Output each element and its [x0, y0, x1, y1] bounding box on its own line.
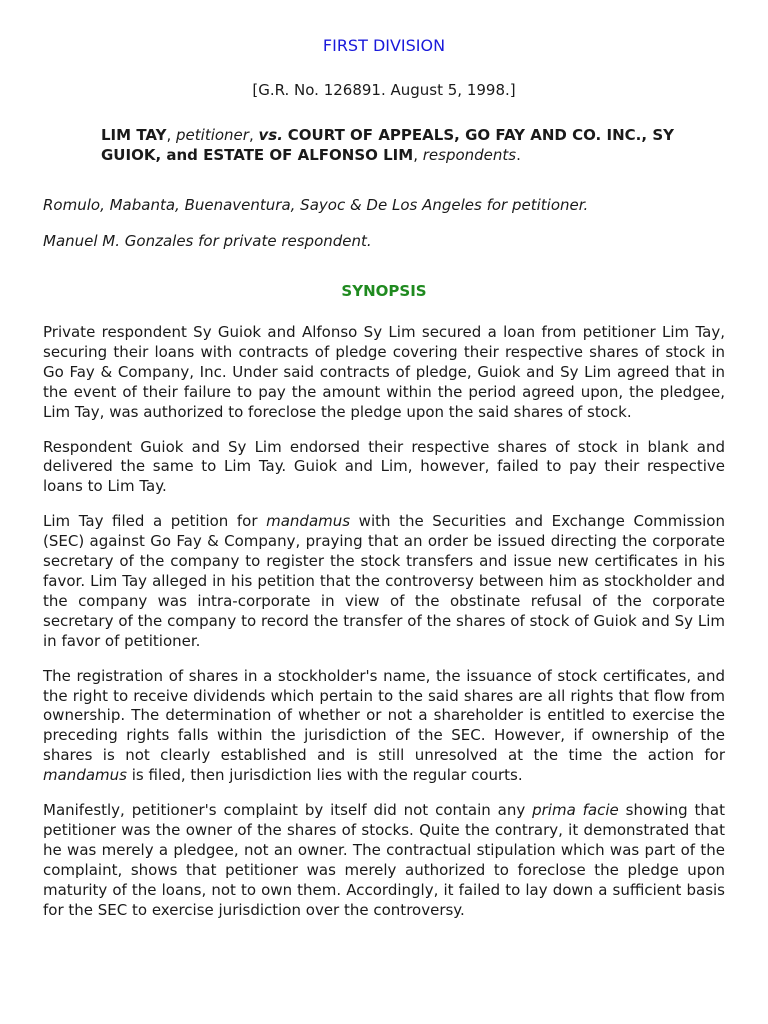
respondent-counsel: Manuel M. Gonzales for private respondent. [43, 232, 372, 250]
petitioner-role: petitioner [176, 126, 249, 144]
respondents-role: respondents [422, 146, 517, 164]
petitioner-name: LIM TAY [101, 126, 167, 144]
synopsis-paragraph [43, 667, 725, 786]
synopsis-paragraph: Respondent Guiok and Sy Lim endorsed their respective shares of stock in blank and delivered the same to Lim Tay. Guiok and Lim, however, failed to pay their respective loans to Lim Tay. [43, 437, 725, 496]
division-heading: FIRST DIVISION [322, 36, 446, 55]
italic-term: mandamus [43, 766, 127, 785]
paragraph-text: Lim Tay filed a petition for [43, 512, 258, 531]
paragraph-text: is filed, then jurisdiction lies with the regular courts. [131, 766, 523, 785]
versus: vs. [258, 126, 283, 144]
italic-term: mandamus [266, 512, 351, 531]
synopsis-paragraph: Private respondent Sy Guiok and Alfonso Sy Lim secured a loan from petitioner Lim Tay, securing their loans with contracts of pledge covering their respective shares of stock in Go Fay & Company, Inc. Under said contracts of pledge, Guiok and Sy Lim agreed that in the event of their failure to pay the amount within the period agreed upon, the pledgee, Lim Tay, was authorized to foreclose the pledge upon the said shares of stock. [43, 323, 725, 421]
paragraph-text: with the Securities and Exchange Commission (SEC) against Go Fay & Company, praying that an order be issued directing the corporate secretary of the company to register the stock transfers and issue new certificates in his favor. Lim Tay alleged in his petition that the controversy between him as stockholder and the company was intra-corporate in view of the obstinate refusal of the corporate secretary of the company to record the transfer of the shares of stock of Guiok and Sy Lim in favor of petitioner. [43, 512, 725, 650]
synopsis-paragraph [43, 512, 725, 651]
paragraph-text: showing that petitioner was the owner of the shares of stocks. Quite the contrary, it demonstrated that he was merely a pledgee, not an owner. The contractual stipulation which was part of the complaint, shows that petitioner was merely authorized to foreclose the pledge upon maturity of the loans, not to own them. Accordingly, it failed to lay down a sufficient basis for the SEC to exercise jurisdiction over the controversy. [43, 801, 725, 919]
synopsis-body [43, 323, 725, 935]
synopsis-paragraph [43, 801, 725, 920]
case-number: [G.R. No. 126891. August 5, 1998.] [252, 81, 516, 99]
paragraph-text: Manifestly, petitioner's complaint by itself did not contain any [43, 801, 526, 820]
petitioner-counsel: Romulo, Mabanta, Buenaventura, Sayoc & De Los Angeles for petitioner. [43, 196, 589, 214]
italic-term: prima facie [532, 801, 619, 820]
respondents-names: COURT OF APPEALS, GO FAY AND CO. INC., SY GUIOK, and ESTATE OF ALFONSO LIM [101, 126, 674, 164]
case-parties: LIM TAY, petitioner, vs. COURT OF APPEALS, GO FAY AND CO. INC., SY GUIOK, and ESTATE OF ALFONSO LIM, respondents. [101, 126, 674, 164]
paragraph-text: The registration of shares in a stockholder's name, the issuance of stock certificates, and the right to receive dividends which pertain to the said shares are all rights that flow from ownership. The determination of whether or not a shareholder is entitled to exercise the preceding rights falls within the jurisdiction of the SEC. However, if ownership of the shares is not clearly established and is still unresolved at the time the action for [43, 666, 725, 765]
synopsis-heading: SYNOPSIS [341, 282, 427, 300]
